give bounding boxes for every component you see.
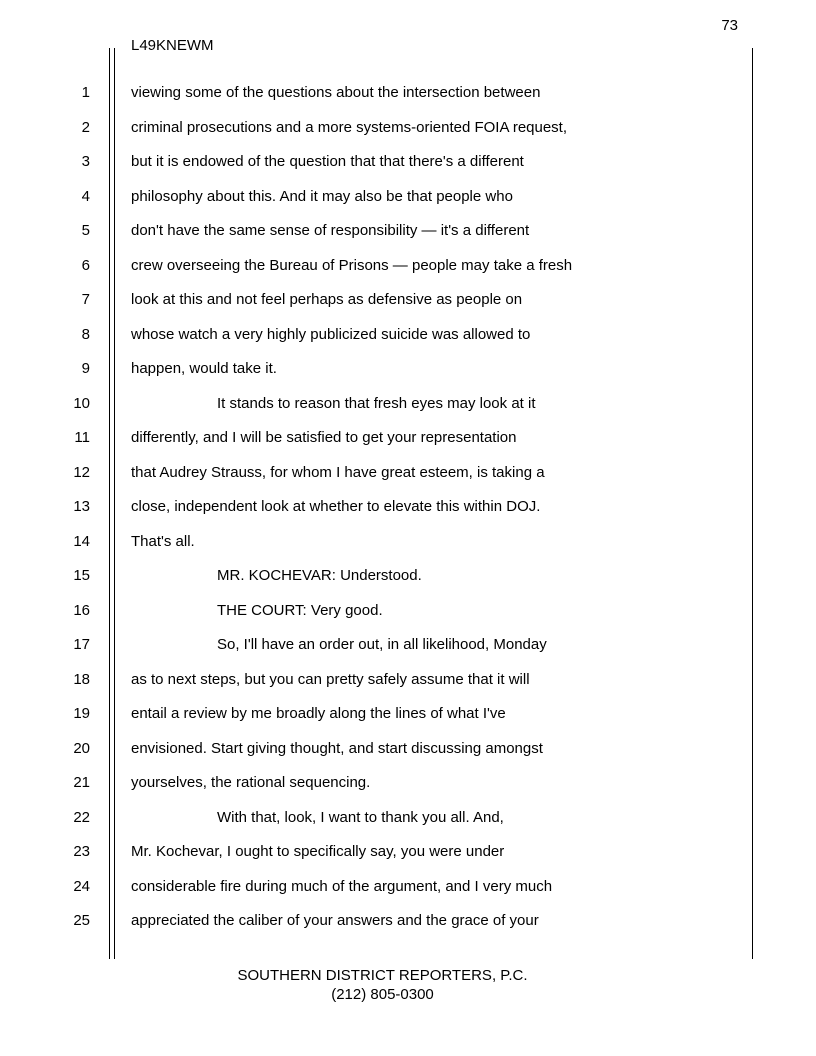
line-number: 5	[81, 222, 90, 239]
page-number: 73	[721, 17, 738, 34]
line-text: philosophy about this. And it may also be that people who	[131, 187, 513, 205]
reporter-phone: (212) 805-0300	[331, 986, 434, 1003]
line-number: 14	[73, 532, 90, 550]
transcript-line	[0, 801, 816, 836]
line-number: 12	[73, 463, 90, 481]
transcript-line	[0, 904, 816, 939]
transcript-line	[0, 490, 816, 525]
line-text: whose watch a very highly publicized suicide was allowed to	[131, 325, 531, 343]
line-text: look at this and not feel perhaps as defensive as people on	[131, 291, 523, 308]
line-number: 9	[81, 360, 90, 377]
line-text: That's all.	[131, 532, 195, 550]
line-number: 21	[73, 774, 90, 791]
line-text: So, I'll have an order out, in all likelihood, Monday	[217, 636, 547, 653]
transcript-body	[0, 76, 816, 939]
line-number: 8	[81, 325, 90, 343]
transcript-line	[0, 249, 816, 284]
transcript-line	[0, 76, 816, 111]
line-number: 7	[81, 291, 90, 308]
line-number: 3	[81, 153, 90, 170]
line-text: THE COURT: Very good.	[217, 601, 383, 619]
line-text: as to next steps, but you can pretty safely assume that it will	[131, 670, 530, 688]
transcript-line	[0, 352, 816, 387]
line-text: differently, and I will be satisfied to get your representation	[131, 429, 517, 446]
transcript-line	[0, 835, 816, 870]
line-number: 15	[73, 567, 90, 584]
line-number: 24	[73, 877, 90, 895]
line-text: considerable fire during much of the argument, and I very much	[131, 877, 553, 895]
transcript-line	[0, 559, 816, 594]
transcript-line	[0, 421, 816, 456]
transcript-line	[0, 145, 816, 180]
line-text: viewing some of the questions about the intersection between	[131, 84, 541, 101]
transcript-line	[0, 697, 816, 732]
line-number: 16	[73, 601, 90, 619]
line-text: yourselves, the rational sequencing.	[131, 774, 371, 791]
line-text: envisioned. Start giving thought, and start discussing amongst	[131, 739, 543, 757]
line-number: 11	[74, 429, 90, 446]
line-number: 6	[81, 256, 90, 274]
transcript-line	[0, 525, 816, 560]
line-number: 2	[81, 118, 90, 136]
line-text: Mr. Kochevar, I ought to specifically say, you were under	[131, 843, 505, 860]
line-text: but it is endowed of the question that that there's a different	[131, 153, 524, 170]
transcript-line	[0, 732, 816, 767]
line-text: that Audrey Strauss, for whom I have great esteem, is taking a	[131, 463, 545, 481]
case-id: L49KNEWM	[131, 37, 214, 54]
line-text: criminal prosecutions and a more systems-oriented FOIA request,	[131, 118, 568, 136]
line-number: 23	[73, 843, 90, 860]
line-number: 10	[73, 394, 90, 412]
transcript-line	[0, 766, 816, 801]
line-number: 25	[73, 912, 90, 929]
line-text: don't have the same sense of responsibility — it's a different	[131, 222, 530, 239]
transcript-line	[0, 180, 816, 215]
line-number: 20	[73, 739, 90, 757]
line-text: entail a review by me broadly along the lines of what I've	[131, 705, 506, 722]
line-text: MR. KOCHEVAR: Understood.	[217, 567, 422, 584]
line-number: 19	[73, 705, 90, 722]
transcript-line	[0, 387, 816, 422]
transcript-line	[0, 628, 816, 663]
transcript-line	[0, 663, 816, 698]
line-number: 18	[73, 670, 90, 688]
transcript-line	[0, 594, 816, 629]
line-text: appreciated the caliber of your answers and the grace of your	[131, 912, 539, 929]
line-text: close, independent look at whether to elevate this within DOJ.	[131, 498, 541, 515]
line-text: With that, look, I want to thank you all. And,	[217, 808, 504, 826]
line-number: 4	[81, 187, 90, 205]
line-number: 22	[73, 808, 90, 826]
line-text: It stands to reason that fresh eyes may look at it	[217, 394, 536, 412]
transcript-line	[0, 318, 816, 353]
line-text: happen, would take it.	[131, 360, 277, 377]
transcript-line	[0, 214, 816, 249]
line-text: crew overseeing the Bureau of Prisons — people may take a fresh	[131, 256, 573, 274]
line-number: 1	[81, 84, 90, 101]
transcript-line	[0, 456, 816, 491]
transcript-line	[0, 111, 816, 146]
transcript-line	[0, 283, 816, 318]
page-footer	[0, 966, 765, 1004]
line-number: 13	[73, 498, 90, 515]
transcript-line	[0, 870, 816, 905]
line-number: 17	[73, 636, 90, 653]
reporter-name: SOUTHERN DISTRICT REPORTERS, P.C.	[237, 967, 528, 984]
